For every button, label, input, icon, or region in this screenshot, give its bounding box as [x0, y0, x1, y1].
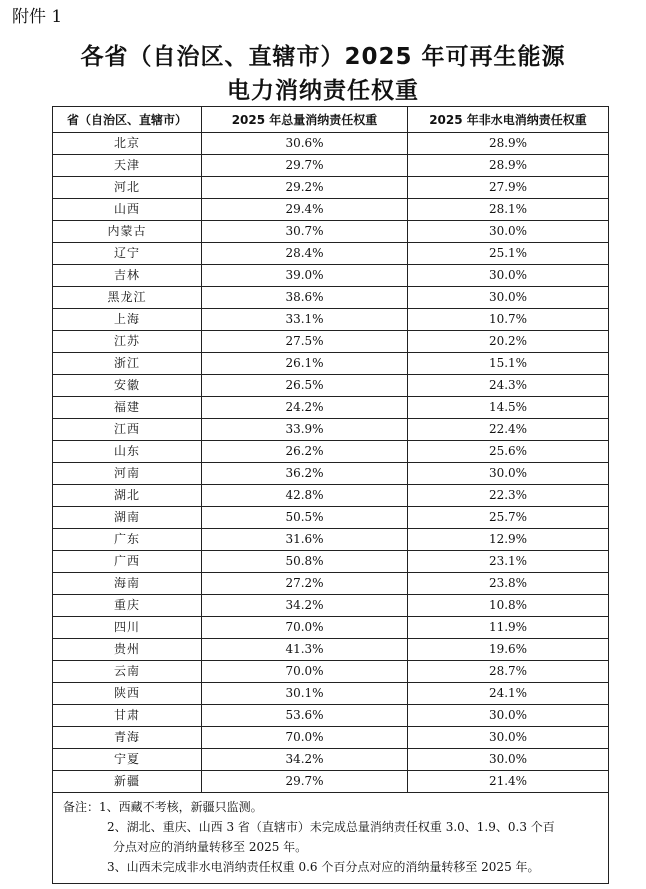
cell-province: 辽宁 — [53, 243, 202, 265]
table-row — [53, 331, 609, 353]
cell-nonhydro-weight: 30.0% — [408, 265, 609, 287]
table-row — [53, 353, 609, 375]
cell-total-weight: 27.5% — [202, 331, 408, 353]
cell-province: 吉林 — [53, 265, 202, 287]
cell-total-weight: 50.8% — [202, 551, 408, 573]
notes-row — [53, 793, 609, 884]
cell-total-weight: 26.5% — [202, 375, 408, 397]
note-1: 备注：1、西藏不考核，新疆只监测。 — [63, 800, 263, 814]
cell-province: 甘肃 — [53, 705, 202, 727]
table-row — [53, 309, 609, 331]
weights-table — [52, 106, 609, 884]
table-row — [53, 683, 609, 705]
table-row — [53, 221, 609, 243]
cell-nonhydro-weight: 12.9% — [408, 529, 609, 551]
cell-nonhydro-weight: 30.0% — [408, 221, 609, 243]
cell-province: 云南 — [53, 661, 202, 683]
note-2: 2、湖北、重庆、山西 3 省（直辖市）未完成总量消纳责任权重 3.0、1.9、0.3 个百 — [107, 820, 555, 834]
notes-cell — [53, 793, 609, 884]
table-row — [53, 485, 609, 507]
document-title-line1: 各省（自治区、直辖市）2025 年可再生能源 — [80, 44, 566, 70]
cell-nonhydro-weight: 24.3% — [408, 375, 609, 397]
cell-total-weight: 29.7% — [202, 771, 408, 793]
cell-province: 广东 — [53, 529, 202, 551]
cell-nonhydro-weight: 20.2% — [408, 331, 609, 353]
cell-total-weight: 24.2% — [202, 397, 408, 419]
cell-nonhydro-weight: 21.4% — [408, 771, 609, 793]
cell-total-weight: 26.1% — [202, 353, 408, 375]
cell-province: 湖南 — [53, 507, 202, 529]
cell-nonhydro-weight: 11.9% — [408, 617, 609, 639]
cell-province: 青海 — [53, 727, 202, 749]
header-nonhydro-weight: 2025 年非水电消纳责任权重 — [408, 107, 609, 133]
attachment-label: 附件 1 — [12, 7, 63, 27]
cell-total-weight: 41.3% — [202, 639, 408, 661]
cell-province: 河北 — [53, 177, 202, 199]
cell-province: 山西 — [53, 199, 202, 221]
cell-total-weight: 39.0% — [202, 265, 408, 287]
cell-province: 内蒙古 — [53, 221, 202, 243]
cell-province: 陕西 — [53, 683, 202, 705]
table-row — [53, 749, 609, 771]
cell-nonhydro-weight: 14.5% — [408, 397, 609, 419]
cell-total-weight: 42.8% — [202, 485, 408, 507]
cell-nonhydro-weight: 15.1% — [408, 353, 609, 375]
cell-nonhydro-weight: 25.6% — [408, 441, 609, 463]
cell-province: 重庆 — [53, 595, 202, 617]
cell-nonhydro-weight: 30.0% — [408, 749, 609, 771]
table-row — [53, 375, 609, 397]
cell-total-weight: 28.4% — [202, 243, 408, 265]
table-row — [53, 573, 609, 595]
table-row — [53, 133, 609, 155]
cell-province: 四川 — [53, 617, 202, 639]
note-2-continued: 分点对应的消纳量转移至 2025 年。 — [113, 840, 308, 854]
table-row — [53, 529, 609, 551]
cell-nonhydro-weight: 28.7% — [408, 661, 609, 683]
table-header-row — [53, 107, 609, 133]
cell-province: 天津 — [53, 155, 202, 177]
cell-nonhydro-weight: 30.0% — [408, 287, 609, 309]
cell-nonhydro-weight: 30.0% — [408, 705, 609, 727]
cell-nonhydro-weight: 19.6% — [408, 639, 609, 661]
cell-province: 广西 — [53, 551, 202, 573]
cell-total-weight: 29.2% — [202, 177, 408, 199]
cell-province: 海南 — [53, 573, 202, 595]
cell-province: 湖北 — [53, 485, 202, 507]
cell-total-weight: 70.0% — [202, 727, 408, 749]
table-row — [53, 661, 609, 683]
cell-total-weight: 27.2% — [202, 573, 408, 595]
cell-nonhydro-weight: 23.1% — [408, 551, 609, 573]
cell-total-weight: 33.9% — [202, 419, 408, 441]
table-body — [53, 133, 609, 793]
cell-nonhydro-weight: 28.1% — [408, 199, 609, 221]
cell-nonhydro-weight: 22.4% — [408, 419, 609, 441]
cell-total-weight: 36.2% — [202, 463, 408, 485]
table-row — [53, 265, 609, 287]
table-row — [53, 155, 609, 177]
table-row — [53, 463, 609, 485]
cell-nonhydro-weight: 25.1% — [408, 243, 609, 265]
cell-province: 安徽 — [53, 375, 202, 397]
cell-province: 上海 — [53, 309, 202, 331]
cell-total-weight: 70.0% — [202, 661, 408, 683]
cell-nonhydro-weight: 23.8% — [408, 573, 609, 595]
cell-nonhydro-weight: 24.1% — [408, 683, 609, 705]
cell-total-weight: 26.2% — [202, 441, 408, 463]
cell-total-weight: 29.4% — [202, 199, 408, 221]
header-province: 省（自治区、直辖市） — [53, 107, 202, 133]
cell-total-weight: 29.7% — [202, 155, 408, 177]
cell-nonhydro-weight: 30.0% — [408, 463, 609, 485]
cell-nonhydro-weight: 28.9% — [408, 155, 609, 177]
cell-province: 黑龙江 — [53, 287, 202, 309]
cell-total-weight: 30.1% — [202, 683, 408, 705]
header-total-weight: 2025 年总量消纳责任权重 — [202, 107, 408, 133]
cell-province: 江苏 — [53, 331, 202, 353]
cell-nonhydro-weight: 25.7% — [408, 507, 609, 529]
table-row — [53, 243, 609, 265]
document-title-line2: 电力消纳责任权重 — [227, 78, 419, 104]
table-row — [53, 727, 609, 749]
cell-nonhydro-weight: 27.9% — [408, 177, 609, 199]
table-row — [53, 287, 609, 309]
cell-total-weight: 53.6% — [202, 705, 408, 727]
table-row — [53, 551, 609, 573]
table-row — [53, 419, 609, 441]
cell-province: 宁夏 — [53, 749, 202, 771]
cell-total-weight: 70.0% — [202, 617, 408, 639]
cell-total-weight: 30.6% — [202, 133, 408, 155]
cell-nonhydro-weight: 22.3% — [408, 485, 609, 507]
table-row — [53, 397, 609, 419]
table-row — [53, 441, 609, 463]
cell-province: 贵州 — [53, 639, 202, 661]
cell-province: 山东 — [53, 441, 202, 463]
table-row — [53, 595, 609, 617]
table-row — [53, 617, 609, 639]
cell-nonhydro-weight: 28.9% — [408, 133, 609, 155]
table-row — [53, 177, 609, 199]
table-row — [53, 705, 609, 727]
cell-nonhydro-weight: 10.7% — [408, 309, 609, 331]
cell-total-weight: 31.6% — [202, 529, 408, 551]
cell-total-weight: 34.2% — [202, 749, 408, 771]
cell-province: 浙江 — [53, 353, 202, 375]
table-row — [53, 507, 609, 529]
cell-province: 河南 — [53, 463, 202, 485]
cell-total-weight: 30.7% — [202, 221, 408, 243]
cell-total-weight: 50.5% — [202, 507, 408, 529]
cell-province: 新疆 — [53, 771, 202, 793]
cell-province: 江西 — [53, 419, 202, 441]
cell-province: 北京 — [53, 133, 202, 155]
table-row — [53, 639, 609, 661]
note-3: 3、山西未完成非水电消纳责任权重 0.6 个百分点对应的消纳量转移至 2025 年。 — [107, 860, 540, 874]
cell-total-weight: 38.6% — [202, 287, 408, 309]
table-row — [53, 199, 609, 221]
cell-total-weight: 34.2% — [202, 595, 408, 617]
cell-nonhydro-weight: 10.8% — [408, 595, 609, 617]
cell-total-weight: 33.1% — [202, 309, 408, 331]
table-row — [53, 771, 609, 793]
cell-nonhydro-weight: 30.0% — [408, 727, 609, 749]
cell-province: 福建 — [53, 397, 202, 419]
